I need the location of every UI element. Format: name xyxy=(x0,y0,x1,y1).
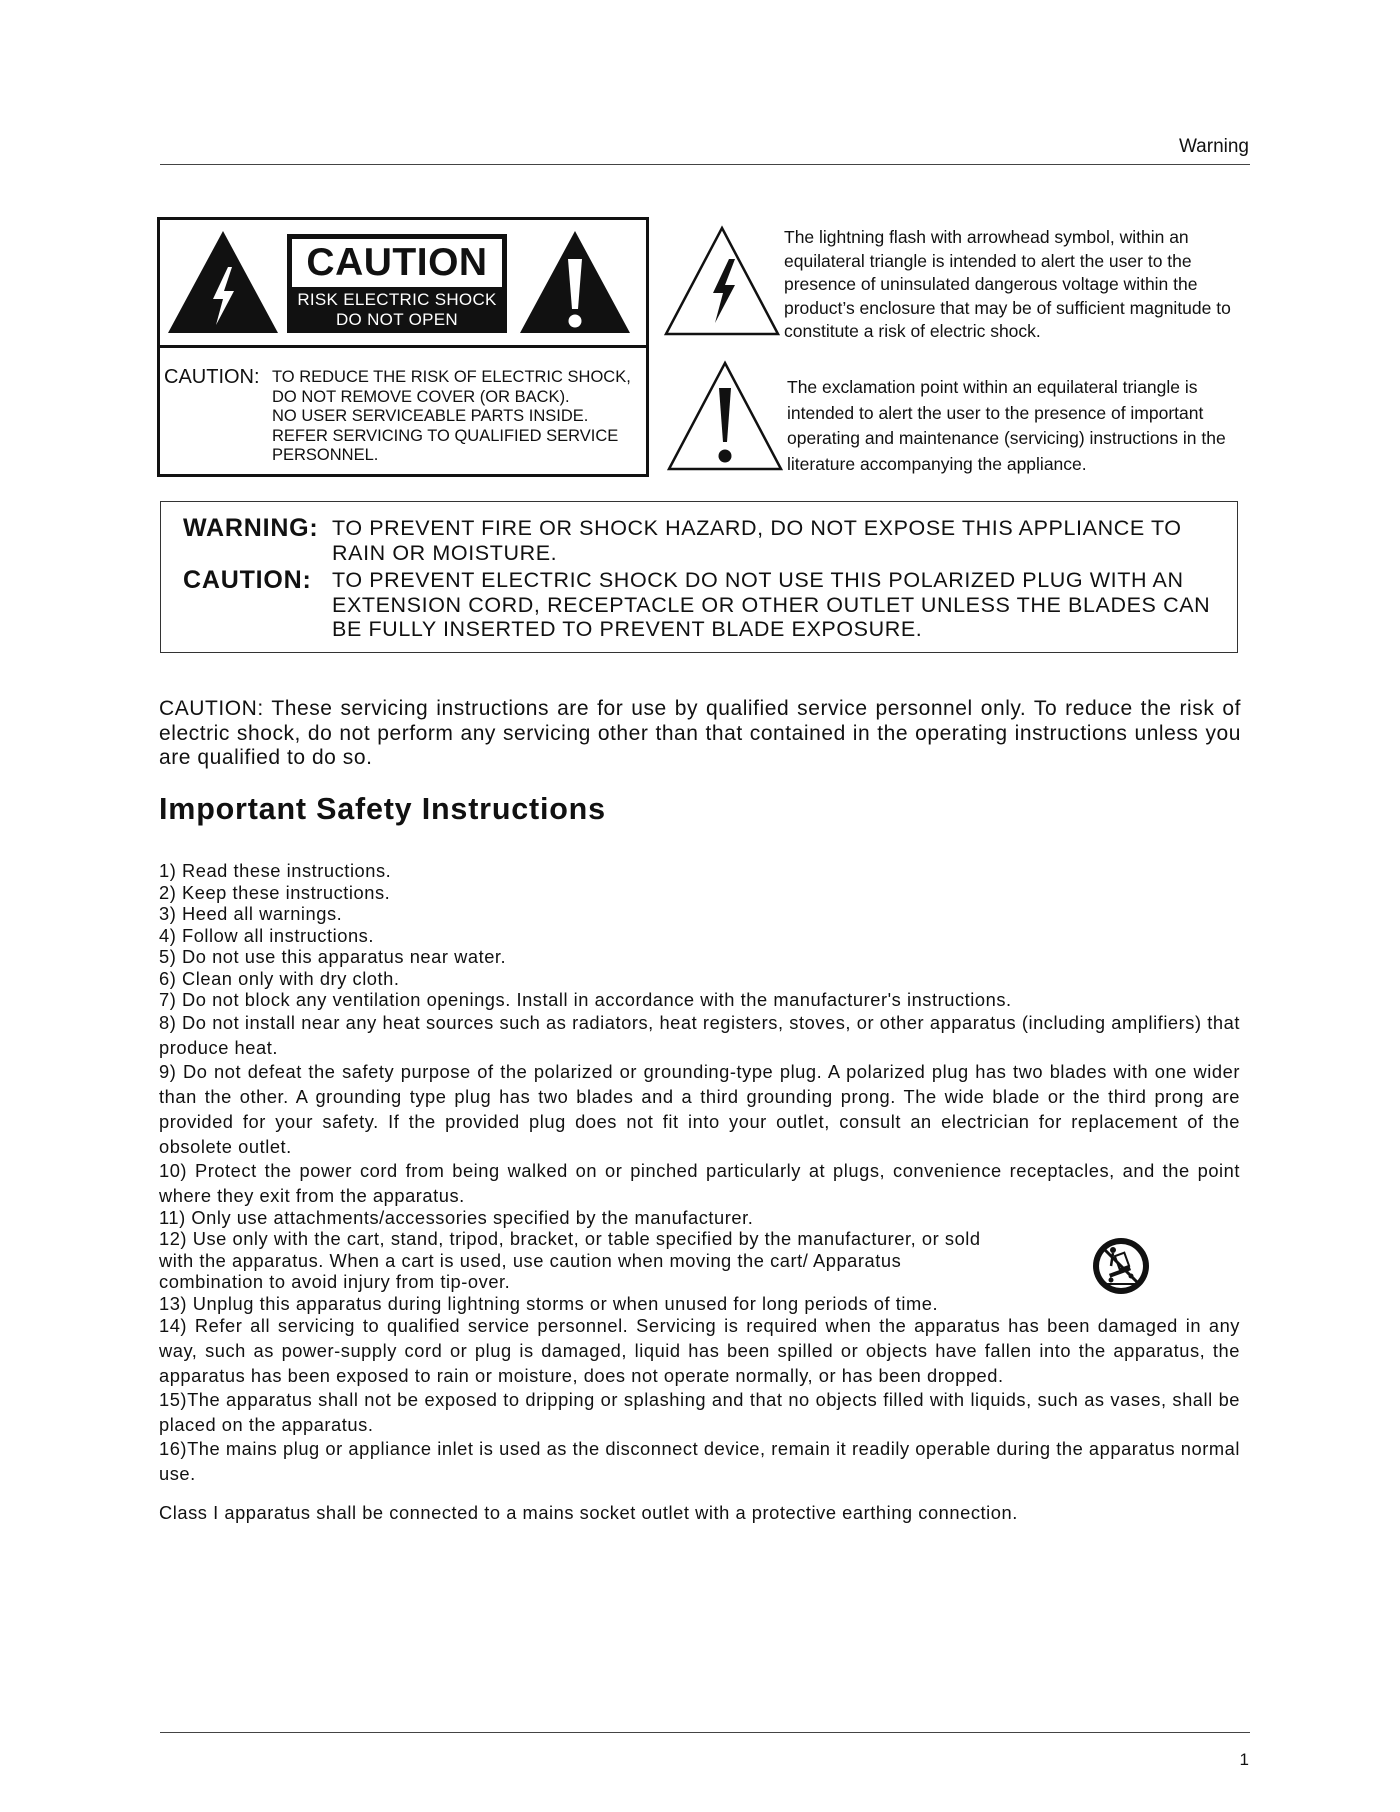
plug-caution-label: CAUTION: xyxy=(183,566,312,594)
warning-label: WARNING: xyxy=(183,514,319,542)
caution-label-divider xyxy=(157,345,649,348)
header-divider xyxy=(160,164,1250,165)
page-number: 1 xyxy=(1239,1750,1249,1769)
list-item: 5) Do not use this apparatus near water. xyxy=(159,946,507,967)
safety-section-title: Important Safety Instructions xyxy=(159,792,606,826)
exclamation-symbol-icon xyxy=(666,360,784,472)
caution-notice-label: CAUTION: xyxy=(164,366,260,388)
warning-text: TO PREVENT FIRE OR SHOCK HAZARD, DO NOT EXPOSE THIS APPLIANCE TO RAIN OR MOISTURE. xyxy=(332,516,1182,565)
servicing-caution-paragraph: CAUTION: These servicing instructions are for use by qualified service personnel only. To reduce the risk of electric shock, do not perform any servicing other than that contained in the operating instructions unless you are qualified to do so. xyxy=(159,697,1241,769)
list-item: 16)The mains plug or appliance inlet is used as the disconnect device, remain it readily operable during the apparatus normal use. xyxy=(159,1438,1240,1484)
lightning-triangle-icon xyxy=(166,229,280,335)
exclamation-symbol-description: The exclamation point within an equilateral triangle is intended to alert the user to the presence of important operating and maintenance (servicing) instructions in the literature accompanying the appliance. xyxy=(787,377,1226,474)
list-item: 10) Protect the power cord from being walked on or pinched particularly at plugs, convenience receptacles, and the point where they exit from the apparatus. xyxy=(159,1159,1240,1206)
caution-notice-line: DO NOT REMOVE COVER (OR BACK). xyxy=(272,387,570,406)
caution-notice-line: PERSONNEL. xyxy=(272,446,379,464)
caution-notice-line: TO REDUCE THE RISK OF ELECTRIC SHOCK, xyxy=(272,368,631,386)
lightning-symbol-description: The lightning flash with arrowhead symbol, within an equilateral triangle is intended to alert the user to the presence of uninsulated dangerous voltage within the product’s enclosure that may be of sufficient magnitude to constitute a risk of electric shock. xyxy=(784,227,1231,341)
list-item: 2) Keep these instructions. xyxy=(159,881,391,903)
list-item: 11) Only use attachments/accessories specified by the manufacturer. xyxy=(159,1206,754,1228)
caution-badge-line-2: DO NOT OPEN xyxy=(335,310,458,329)
caution-notice-text xyxy=(272,368,631,466)
caution-badge-title: CAUTION xyxy=(291,238,503,288)
list-item: 13) Unplug this apparatus during lightning storms or when unused for long periods of time. xyxy=(159,1292,939,1314)
safety-instructions-list xyxy=(159,860,1240,1485)
exclamation-triangle-icon xyxy=(518,229,632,335)
caution-badge-line-1: RISK ELECTRIC SHOCK xyxy=(297,290,497,309)
caution-badge xyxy=(287,234,507,333)
list-item: 6) Clean only with dry cloth. xyxy=(159,967,400,989)
list-item: 9) Do not defeat the safety purpose of the polarized or grounding-type plug. A polarized plug has two blades with one wider than the other. A grounding type plug has two blades and a third grounding prong. The wide blade or the third prong are provided for your safety. If the provided plug does not fit into your outlet, consult an electrician for replacement of the obsolete outlet. xyxy=(159,1060,1240,1157)
class-i-apparatus-note: Class I apparatus shall be connected to a mains socket outlet with a protective earthing connection. xyxy=(159,1502,1018,1523)
list-item: 1) Read these instructions. xyxy=(159,860,392,881)
list-item: 3) Heed all warnings. xyxy=(159,903,343,924)
list-item: 8) Do not install near any heat sources such as radiators, heat registers, stoves, or other apparatus (including amplifiers) that produce heat. xyxy=(159,1011,1240,1058)
caution-notice-line: NO USER SERVICEABLE PARTS INSIDE. xyxy=(272,407,589,425)
list-item: 4) Follow all instructions. xyxy=(159,924,374,946)
list-item: 12) Use only with the cart, stand, tripod, bracket, or table specified by the manufacturer, or sold with the apparatus. When a cart is used, use caution when moving the cart/ Apparatus combination to avoid injury from tip-over. xyxy=(159,1228,981,1292)
lightning-symbol-icon xyxy=(663,225,781,337)
plug-caution-text: TO PREVENT ELECTRIC SHOCK DO NOT USE THIS POLARIZED PLUG WITH AN EXTENSION CORD, RECEPTACLE OR OTHER OUTLET UNLESS THE BLADES CAN BE FULLY INSERTED TO PREVENT BLADE EXPOSURE. xyxy=(332,568,1211,641)
cart-tip-over-warning-icon xyxy=(1091,1236,1151,1296)
list-item: 14) Refer all servicing to qualified service personnel. Servicing is required when the apparatus has been damaged in any way, such as power-supply cord or plug is damaged, liquid has been spilled or objects have fallen into the apparatus, the apparatus has been exposed to rain or moisture, does not operate normally, or has been dropped. xyxy=(159,1315,1240,1386)
caution-notice-line: REFER SERVICING TO QUALIFIED SERVICE xyxy=(272,426,619,445)
list-item: 7) Do not block any ventilation openings. Install in accordance with the manufacturer's instructions. xyxy=(159,989,1012,1010)
list-item: 15)The apparatus shall not be exposed to dripping or splashing and that no objects filled with liquids, such as vases, shall be placed on the apparatus. xyxy=(159,1389,1240,1435)
footer-divider xyxy=(160,1732,1250,1733)
header-section-title: Warning xyxy=(1178,136,1249,157)
